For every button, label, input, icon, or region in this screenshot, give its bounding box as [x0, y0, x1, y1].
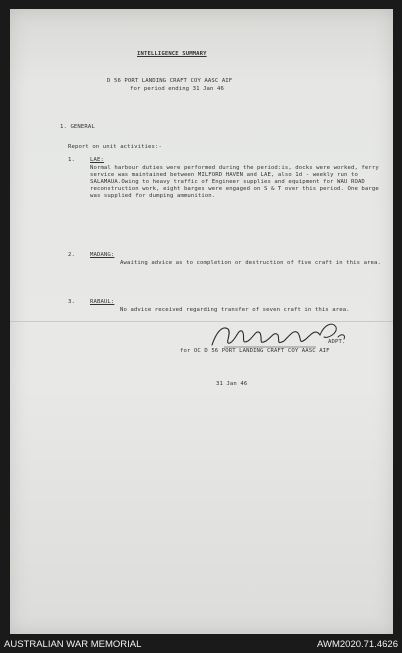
document-page	[10, 9, 393, 634]
item-text: No advice received regarding transfer of seven craft in this area.	[120, 307, 350, 313]
item-text: Awaiting advice as to completion or destruction of five craft in this area.	[120, 260, 381, 266]
signature-line: for OC D 56 PORT LANDING CRAFT COY AASC AIF	[180, 348, 330, 354]
item-number: 3.	[68, 299, 75, 305]
section-heading: 1. GENERAL	[60, 124, 95, 130]
item-place: RABAUL:	[90, 299, 115, 305]
report-intro: Report on unit activities:-	[68, 144, 162, 150]
period-line: for period ending 31 Jan 46	[130, 86, 224, 92]
item-place: LAE:	[90, 157, 104, 163]
item-text: Normal harbour duties were performed during the period:is, docks were worked, ferry service was maintained between MILFORD HAVEN and LAE, also 1d - weekly run to SALAMAUA.Owing to heavy traffic of Engineer supplies and equipment for WAU ROAD reconstruction work, eight barges were engaged on S & T over this period. One barge was supplied for dumping ammunition.	[90, 165, 379, 199]
item-place: MADANG:	[90, 252, 115, 258]
item-number: 2.	[68, 252, 75, 258]
signature-suffix: ADPT.	[328, 339, 346, 345]
document-date: 31 Jan 46	[216, 381, 248, 387]
caption-accession: AWM2020.71.4626	[317, 639, 398, 650]
unit-line: D 56 PORT LANDING CRAFT COY AASC AIF	[107, 78, 233, 84]
caption-source: AUSTRALIAN WAR MEMORIAL	[4, 639, 142, 650]
item-number: 1.	[68, 157, 75, 163]
document-title: INTELLIGENCE SUMMARY	[137, 51, 207, 57]
